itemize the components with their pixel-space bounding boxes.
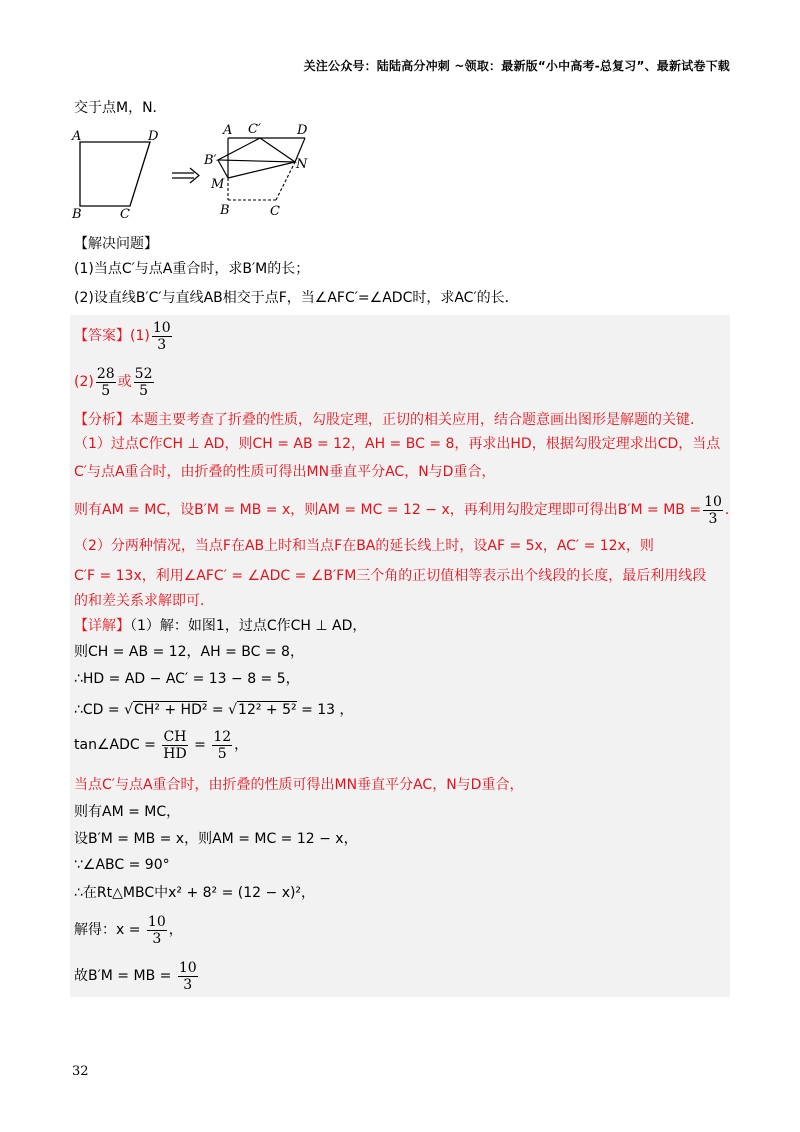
analysis-text-4: 则有AM = MC，设B′M = MB = x，则AM = MC = 12 − x，再利用勾股定理即可得出B′M = MB = — [74, 502, 702, 518]
detail-line-8: 设B′M = MB = x，则AM = MC = 12 − x， — [74, 831, 358, 847]
detail-denominator-bm: 3 — [183, 976, 193, 993]
analysis-line-2: （1）过点C作CH ⊥ AD，则CH = AB = 12，AH = BC = 8，再求出HD，根据勾股定理求出CD，当点 — [74, 436, 721, 452]
intro-text: 交于点M，N． — [74, 100, 167, 116]
analysis-line-4 — [74, 492, 739, 528]
detail-denominator-x: 3 — [152, 930, 162, 947]
label-right-C: C — [270, 204, 280, 219]
answer-1-fraction — [152, 320, 172, 353]
detail-line-9: ∵∠ABC = 90° — [74, 857, 170, 873]
detail-line-2: 则CH = AB = 12，AH = BC = 8， — [74, 644, 304, 660]
analysis-text-1: 本题主要考查了折叠的性质，勾股定理，正切的相关应用，结合题意画出图形是解题的关键． — [130, 412, 704, 428]
detail-text-4a: ∴CD = — [74, 702, 125, 718]
answer-2-denominator-2: 5 — [139, 382, 149, 399]
detail-text-1: （1）解：如图1，过点C作CH ⊥ AD， — [130, 618, 367, 634]
analysis-numerator: 10 — [704, 493, 722, 510]
answer-1-numerator: 10 — [152, 319, 171, 336]
analysis-line-7: 的和差关系求解即可． — [74, 593, 214, 609]
answer-2-or: 或 — [117, 374, 132, 390]
detail-label: 【详解】 — [74, 618, 130, 634]
detail-line-4: ∴CD = √CH² + HD² = √12² + 5² = 13 ， — [74, 702, 354, 718]
detail-text-5eq: = — [189, 737, 211, 753]
detail-denominator-hd: HD — [163, 745, 187, 762]
analysis-fraction — [703, 494, 723, 527]
analysis-line-6: C′F = 13x，利用∠AFC′ = ∠ADC = ∠B′FM三个角的正切值相等表示出个线段的长度，最后利用线段 — [74, 568, 707, 584]
analysis-line-4-end: ． — [724, 502, 739, 518]
answer-label: 【答案】 — [74, 328, 130, 344]
answer-2-fraction-2 — [134, 366, 154, 399]
label-left-C: C — [120, 207, 130, 222]
detail-line-6: 当点C′与点A重合时，由折叠的性质可得出MN垂直平分AC，N与D重合， — [74, 777, 524, 793]
answer-line-2 — [74, 364, 156, 400]
section-title: 【解决问题】 — [74, 236, 158, 252]
detail-numerator-bm: 10 — [178, 959, 197, 976]
answer-line-1 — [74, 318, 174, 354]
detail-line-10: ∴在Rt△MBC中x² + 8² = (12 − x)²， — [74, 885, 316, 901]
label-right-B: B — [220, 203, 230, 218]
answer-2-numerator-1: 28 — [96, 365, 115, 382]
label-left-B: B — [72, 207, 82, 222]
detail-sqrt-1: CH² + HD² — [134, 702, 208, 718]
detail-text-11end: ， — [168, 922, 183, 938]
detail-line-12 — [74, 958, 200, 994]
left-quadrilateral — [80, 142, 150, 206]
page-header: 关注公众号：陆陆高分冲刺 ~领取：最新版“小中高考-总复习”、最新试卷下载 — [303, 59, 730, 73]
answer-1-prefix: (1) — [130, 328, 150, 344]
detail-text-5a: tan∠ADC = — [74, 737, 161, 753]
label-right-N: N — [296, 157, 308, 172]
answer-2-fraction-1 — [96, 366, 116, 399]
detail-line-5 — [74, 727, 248, 763]
label-left-A: A — [72, 129, 82, 144]
answer-2-numerator-2: 52 — [134, 365, 153, 382]
label-right-C-prime: C′ — [248, 122, 261, 137]
label-right-M: M — [211, 177, 225, 192]
detail-numerator-12: 12 — [213, 728, 232, 745]
detail-text-5end: ， — [234, 737, 249, 753]
detail-fraction-bm — [178, 960, 198, 993]
label-right-D: D — [297, 123, 308, 138]
detail-text-4e: = 13 ， — [296, 702, 354, 718]
detail-numerator-ch: CH — [163, 728, 187, 745]
detail-numerator-x: 10 — [147, 913, 166, 930]
detail-line-3: ∴HD = AD − AC′ = 13 − 8 = 5， — [74, 671, 300, 687]
analysis-label: 【分析】 — [74, 412, 130, 428]
detail-text-12a: 故B′M = MB = — [74, 968, 176, 984]
question-2: (2)设直线B′C′与直线AB相交于点F，当∠AFC′=∠ADC时，求AC′的长． — [74, 290, 519, 306]
analysis-line-1 — [74, 410, 704, 430]
detail-sqrt-2: 12² + 5² — [238, 702, 297, 718]
detail-line-1 — [74, 616, 366, 636]
answer-2-denominator-1: 5 — [101, 382, 111, 399]
analysis-line-3: C′与点A重合时，由折叠的性质可得出MN垂直平分AC，N与D重合， — [74, 464, 496, 480]
detail-fraction-ch-hd — [162, 729, 187, 762]
analysis-line-5: （2）分两种情况，当点F在AB上时和当点F在BA的延长线上时，设AF = 5x，AC′ = 12x，则 — [74, 538, 654, 554]
page-number: 32 — [72, 1064, 89, 1079]
detail-line-7: 则有AM = MC， — [74, 804, 181, 820]
analysis-denominator: 3 — [708, 510, 718, 527]
detail-fraction-12-5 — [212, 729, 232, 762]
answer-2-prefix: (2) — [74, 374, 94, 390]
detail-text-11a: 解得：x = — [74, 922, 145, 938]
detail-text-4c: = — [207, 702, 229, 718]
question-1: (1)当点C′与点A重合时，求B′M的长； — [74, 261, 310, 277]
detail-line-11 — [74, 912, 183, 948]
label-right-B-prime: B′ — [204, 153, 217, 168]
transform-arrow — [172, 168, 199, 183]
folding-figure — [70, 122, 350, 222]
detail-denominator-5: 5 — [217, 745, 227, 762]
right-quadrilateral — [218, 138, 305, 200]
label-left-D: D — [148, 129, 159, 144]
detail-fraction-x — [147, 914, 167, 947]
label-right-A: A — [223, 123, 233, 138]
answer-1-denominator: 3 — [157, 336, 167, 353]
